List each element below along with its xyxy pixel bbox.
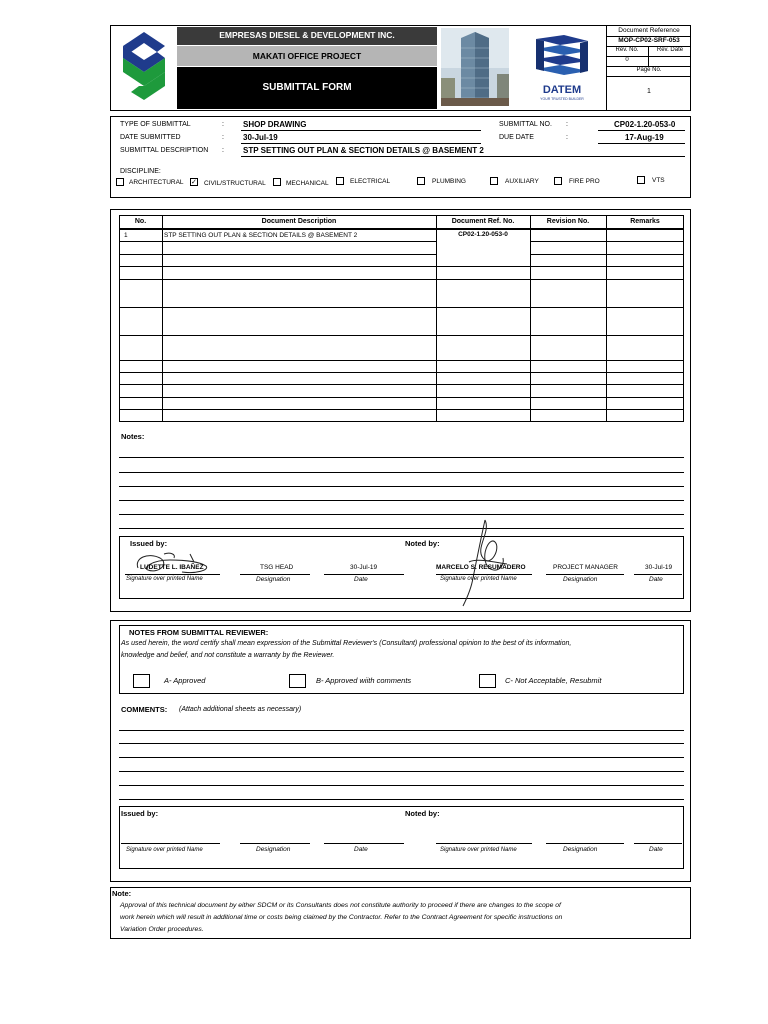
notes-label: Notes: bbox=[121, 432, 145, 441]
discipline-checkbox-firepro[interactable] bbox=[554, 177, 562, 185]
footer-note-label: Note: bbox=[112, 889, 132, 898]
discipline-checkbox-auxiliary[interactable] bbox=[490, 177, 498, 185]
desc-label: SUBMITTAL DESCRIPTION bbox=[120, 147, 209, 154]
divider bbox=[607, 76, 691, 77]
page-no-value: 1 bbox=[647, 88, 651, 95]
rev-no-value: 0 bbox=[625, 57, 629, 63]
date-value: 30-Jul-19 bbox=[243, 133, 278, 142]
divider bbox=[634, 574, 682, 575]
reviewer-noter-designation-caption: Designation bbox=[563, 846, 598, 853]
col-header-ref: Document Ref. No. bbox=[451, 218, 515, 225]
divider bbox=[241, 143, 481, 144]
discipline-label-electrical: ELECTRICAL bbox=[350, 178, 391, 185]
divider bbox=[436, 215, 437, 422]
project-name: MAKATI OFFICE PROJECT bbox=[252, 51, 362, 61]
issuer-sig-caption: Signature over printed Name bbox=[126, 576, 203, 582]
divider bbox=[119, 307, 684, 308]
company-name: EMPRESAS DIESEL & DEVELOPMENT INC. bbox=[219, 30, 395, 40]
discipline-label-auxiliary: AUXILIARY bbox=[505, 178, 539, 185]
divider bbox=[119, 335, 684, 336]
discipline-checkbox-mechanical[interactable] bbox=[273, 178, 281, 186]
reviewer-issuer-sig-caption: Signature over printed Name bbox=[126, 847, 203, 853]
divider bbox=[119, 254, 436, 255]
divider bbox=[162, 215, 163, 422]
divider bbox=[125, 574, 220, 575]
issuer-designation-caption: Designation bbox=[256, 576, 291, 583]
row1-ref: CP02-1.20-053-0 bbox=[458, 231, 508, 238]
discipline-label-vts: VTS bbox=[652, 177, 665, 184]
divider bbox=[119, 266, 684, 267]
divider bbox=[241, 130, 481, 131]
divider bbox=[240, 574, 310, 575]
divider bbox=[119, 757, 684, 758]
divider bbox=[119, 397, 684, 398]
rev-no-label: Rev. No. bbox=[615, 47, 639, 53]
divider bbox=[436, 843, 532, 844]
type-label: TYPE OF SUBMITTAL bbox=[120, 121, 191, 128]
divider bbox=[530, 254, 684, 255]
noter-sig-caption: Signature over printed Name bbox=[440, 576, 517, 582]
colon: : bbox=[566, 134, 568, 141]
noter-name: MARCELO S. RESUMADERO bbox=[436, 564, 526, 571]
reviewer-text-line1: As used herein, the word certify shall mean expression of the Submittal Reviewer's (Consultant) professional opinion to the best of its information, bbox=[121, 640, 572, 647]
divider bbox=[119, 409, 684, 410]
discipline-checkbox-vts[interactable] bbox=[637, 176, 645, 184]
divider bbox=[634, 843, 682, 844]
col-header-description: Document Description bbox=[261, 218, 337, 225]
document-table bbox=[119, 215, 684, 422]
page-no-label: Page No. bbox=[636, 67, 662, 73]
desc-value: STP SETTING OUT PLAN & SECTION DETAILS @ BASEMENT 2 bbox=[243, 146, 484, 155]
issuer-designation: TSG HEAD bbox=[260, 564, 294, 571]
divider bbox=[119, 486, 684, 487]
divider bbox=[530, 241, 684, 242]
discipline-label-plumbing: PLUMBING bbox=[432, 178, 466, 185]
comments-hint: (Attach additional sheets as necessary) bbox=[179, 706, 302, 713]
reviewer-noted-by-label: Noted by: bbox=[405, 809, 440, 818]
noter-designation-caption: Designation bbox=[563, 576, 598, 583]
reviewer-issuer-designation-caption: Designation bbox=[256, 846, 291, 853]
comments-label: COMMENTS: bbox=[121, 705, 168, 714]
noted-by-label: Noted by: bbox=[405, 539, 440, 548]
datem-tagline: YOUR TRUSTED BUILDER bbox=[540, 97, 584, 101]
divider bbox=[119, 372, 684, 373]
divider bbox=[119, 472, 684, 473]
doc-ref-value: MOP-CP02-SRF-053 bbox=[618, 37, 680, 44]
option-c-checkbox[interactable] bbox=[479, 674, 496, 688]
submittal-no-label: SUBMITTAL NO. bbox=[499, 121, 552, 128]
divider bbox=[598, 130, 685, 131]
divider bbox=[119, 730, 684, 731]
divider bbox=[324, 574, 404, 575]
reviewer-noter-sig-caption: Signature over printed Name bbox=[440, 847, 517, 853]
divider bbox=[546, 574, 624, 575]
colon: : bbox=[566, 121, 568, 128]
col-header-no: No. bbox=[134, 218, 147, 225]
type-value: SHOP DRAWING bbox=[243, 120, 307, 129]
issuer-date-caption: Date bbox=[354, 576, 368, 583]
datem-wordmark: DATEM bbox=[542, 84, 582, 96]
discipline-checkbox-civil[interactable]: ✓ bbox=[191, 179, 197, 186]
noter-date: 30-Jul-19 bbox=[645, 564, 673, 571]
issuer-name: LUDETTE L. IBAÑEZ bbox=[140, 564, 204, 571]
divider bbox=[119, 279, 684, 280]
submittal-no-value: CP02-1.20-053-0 bbox=[614, 120, 676, 129]
building-image bbox=[441, 28, 509, 106]
reviewer-text-line2: knowledge and belief, and not constitute a warranty by the Reviewer. bbox=[121, 652, 335, 659]
discipline-label-mechanical: MECHANICAL bbox=[286, 180, 329, 187]
issued-by-label: Issued by: bbox=[130, 539, 168, 548]
reviewer-issued-by-label: Issued by: bbox=[121, 809, 159, 818]
reviewer-heading: NOTES FROM SUBMITTAL REVIEWER: bbox=[129, 628, 269, 637]
divider bbox=[119, 457, 684, 458]
divider bbox=[119, 743, 684, 744]
divider bbox=[119, 528, 684, 529]
divider bbox=[546, 843, 624, 844]
option-a-checkbox[interactable] bbox=[133, 674, 150, 688]
row1-desc: STP SETTING OUT PLAN & SECTION DETAILS @ BASEMENT 2 bbox=[164, 232, 358, 239]
col-header-revision: Revision No. bbox=[546, 218, 590, 225]
date-label: DATE SUBMITTED bbox=[120, 134, 181, 141]
reviewer-noter-date-caption: Date bbox=[649, 846, 663, 853]
noter-signature bbox=[455, 518, 515, 608]
discipline-label-architectural: ARCHITECTURAL bbox=[129, 179, 184, 186]
reviewer-sign-block bbox=[119, 806, 684, 869]
col-header-remarks: Remarks bbox=[630, 218, 660, 225]
noter-date-caption: Date bbox=[649, 576, 663, 583]
colon: : bbox=[222, 147, 224, 154]
noter-designation: PROJECT MANAGER bbox=[553, 564, 618, 571]
divider bbox=[240, 843, 310, 844]
option-b-label: B- Approved wiith comments bbox=[316, 676, 412, 685]
rev-date-label: Rev. Date bbox=[656, 47, 684, 53]
divider bbox=[119, 500, 684, 501]
divider bbox=[324, 843, 404, 844]
divider bbox=[119, 384, 684, 385]
discipline-label-firepro: FIRE PRO bbox=[569, 178, 600, 185]
company-logo bbox=[115, 28, 173, 108]
colon: : bbox=[222, 121, 224, 128]
issuer-date: 30-Jul-19 bbox=[350, 564, 378, 571]
due-date-label: DUE DATE bbox=[499, 134, 534, 141]
option-a-label: A- Approved bbox=[164, 676, 206, 685]
divider bbox=[119, 514, 684, 515]
divider bbox=[606, 215, 607, 422]
divider bbox=[436, 574, 532, 575]
discipline-label: DISCIPLINE: bbox=[120, 168, 161, 175]
divider bbox=[119, 241, 436, 242]
divider bbox=[119, 799, 684, 800]
divider bbox=[119, 360, 684, 361]
discipline-checkbox-architectural[interactable] bbox=[116, 178, 124, 186]
form-title: SUBMITTAL FORM bbox=[262, 82, 352, 93]
footer-note-line2: work herein which will result in additional time or costs being claimed by the Contractor. Refer to the Contract Agreement for specific instructions on bbox=[120, 914, 563, 921]
divider bbox=[530, 215, 531, 422]
footer-note-line3: Variation Order procedures. bbox=[120, 926, 204, 933]
option-b-checkbox[interactable] bbox=[289, 674, 306, 688]
row1-no: 1 bbox=[124, 232, 128, 239]
reviewer-issuer-date-caption: Date bbox=[354, 846, 368, 853]
doc-ref-label: Document Reference bbox=[618, 27, 680, 34]
due-date-value: 17-Aug-19 bbox=[625, 133, 664, 142]
option-c-label: C- Not Acceptable, Resubmit bbox=[505, 676, 602, 685]
discipline-checkbox-electrical[interactable] bbox=[336, 177, 344, 185]
discipline-checkbox-plumbing[interactable] bbox=[417, 177, 425, 185]
divider bbox=[241, 156, 685, 157]
divider bbox=[598, 143, 685, 144]
discipline-label-civil: CIVIL/STRUCTURAL bbox=[204, 180, 266, 187]
divider bbox=[119, 228, 684, 230]
divider bbox=[121, 843, 220, 844]
divider bbox=[119, 785, 684, 786]
footer-note-line1: Approval of this technical document by either SDCM or its Consultants does not constitute authority to proceed if there are changes to the scope of bbox=[120, 902, 561, 909]
colon: : bbox=[222, 134, 224, 141]
divider bbox=[119, 771, 684, 772]
